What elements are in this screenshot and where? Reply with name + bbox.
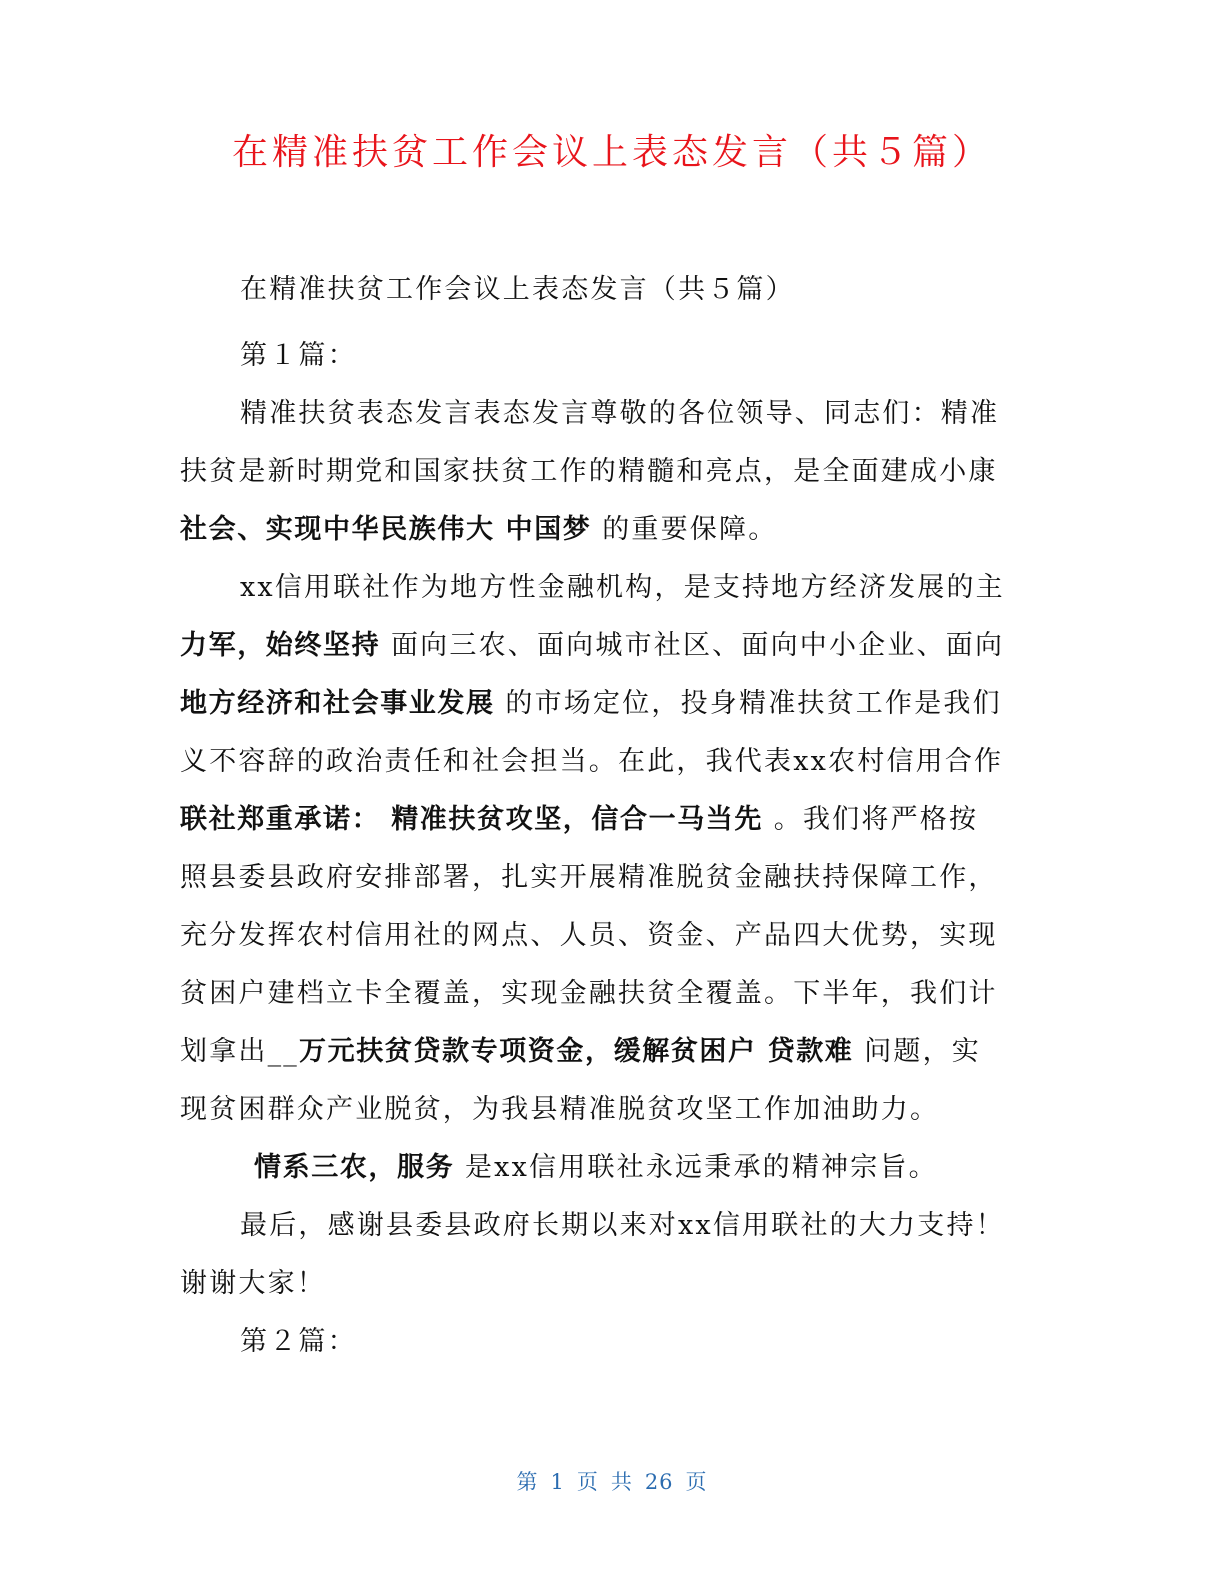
- text-line: [180, 1264, 326, 1304]
- plain-text: 的市场定位，投身精准扶贫工作是我们: [494, 688, 1002, 719]
- text-line: [180, 270, 795, 310]
- plain-text: 扶贫是新时期党和国家扶贫工作的精髓和亮点，是全面建成小康: [180, 456, 998, 487]
- emphasis-text: 万元扶贫贷款专项资金，缓解贫困户 贷款难: [299, 1036, 854, 1067]
- plain-text: 面向三农、面向城市社区、面向中小企业、面向: [380, 630, 1005, 661]
- page-footer: [0, 1466, 1224, 1496]
- plain-text: 。我们将严格按: [763, 804, 979, 835]
- text-line: [180, 1148, 938, 1188]
- footer-word: 第: [516, 1470, 539, 1494]
- plain-text: 第１篇：: [240, 340, 357, 371]
- plain-text: 贫困户建档立卡全覆盖，实现金融扶贫全覆盖。下半年，我们计: [180, 978, 998, 1009]
- plain-text: 划拿出__: [180, 1036, 299, 1067]
- text-line: [180, 1090, 939, 1130]
- text-line: [180, 568, 1005, 608]
- plain-text: 精准扶贫表态发言表态发言尊敬的各位领导、同志们：精准: [240, 398, 1000, 429]
- plain-text: 第２篇：: [240, 1326, 357, 1357]
- text-line: [180, 1206, 1005, 1246]
- plain-text: 谢谢大家！: [180, 1268, 326, 1299]
- text-line: [180, 858, 998, 898]
- footer-word: 页: [576, 1470, 599, 1494]
- plain-text: 现贫困群众产业脱贫，为我县精准脱贫攻坚工作加油助力。: [180, 1094, 940, 1125]
- plain-text: 最后，感谢县委县政府长期以来对xx信用联社的大力支持！: [240, 1210, 1005, 1241]
- text-line: [180, 1322, 357, 1362]
- text-line: [180, 684, 1002, 724]
- plain-text: 义不容辞的政治责任和社会担当。在此，我代表xx农村信用合作: [180, 746, 1004, 777]
- plain-text: 照县委县政府安排部署，扎实开展精准脱贫金融扶持保障工作，: [180, 862, 998, 893]
- text-line: [180, 916, 998, 956]
- plain-text: 是xx信用联社永远秉承的精神宗旨。: [454, 1152, 938, 1183]
- emphasis-text: 力军，始终坚持: [180, 630, 381, 661]
- footer-word: 页: [685, 1470, 708, 1494]
- text-line: [180, 800, 978, 840]
- plain-text: 的重要保障。: [591, 514, 778, 545]
- current-page-number: 1: [550, 1470, 565, 1494]
- footer-word: 共: [610, 1470, 633, 1494]
- document-title: 在精准扶贫工作会议上表态发言（共５篇）: [231, 132, 992, 173]
- plain-text: 在精准扶贫工作会议上表态发言（共５篇）: [240, 274, 795, 305]
- emphasis-text: 情系三农，服务: [254, 1152, 455, 1183]
- text-line: [180, 510, 777, 550]
- text-line: [180, 394, 999, 434]
- plain-text: xx信用联社作为地方性金融机构，是支持地方经济发展的主: [240, 572, 1005, 603]
- text-line: [180, 336, 357, 376]
- emphasis-text: 联社郑重承诺： 精准扶贫攻坚，信合一马当先: [180, 804, 763, 835]
- emphasis-text: 地方经济和社会事业发展: [180, 688, 495, 719]
- text-line: [180, 626, 1004, 666]
- plain-text: 充分发挥农村信用社的网点、人员、资金、产品四大优势，实现: [180, 920, 998, 951]
- text-line: [180, 452, 998, 492]
- plain-text: 问题，实: [853, 1036, 981, 1067]
- text-line: [180, 742, 1003, 782]
- total-pages-number: 26: [644, 1470, 674, 1494]
- emphasis-text: 社会、实现中华民族伟大 中国梦: [180, 514, 592, 545]
- text-line: [180, 974, 998, 1014]
- text-line: [180, 1032, 981, 1072]
